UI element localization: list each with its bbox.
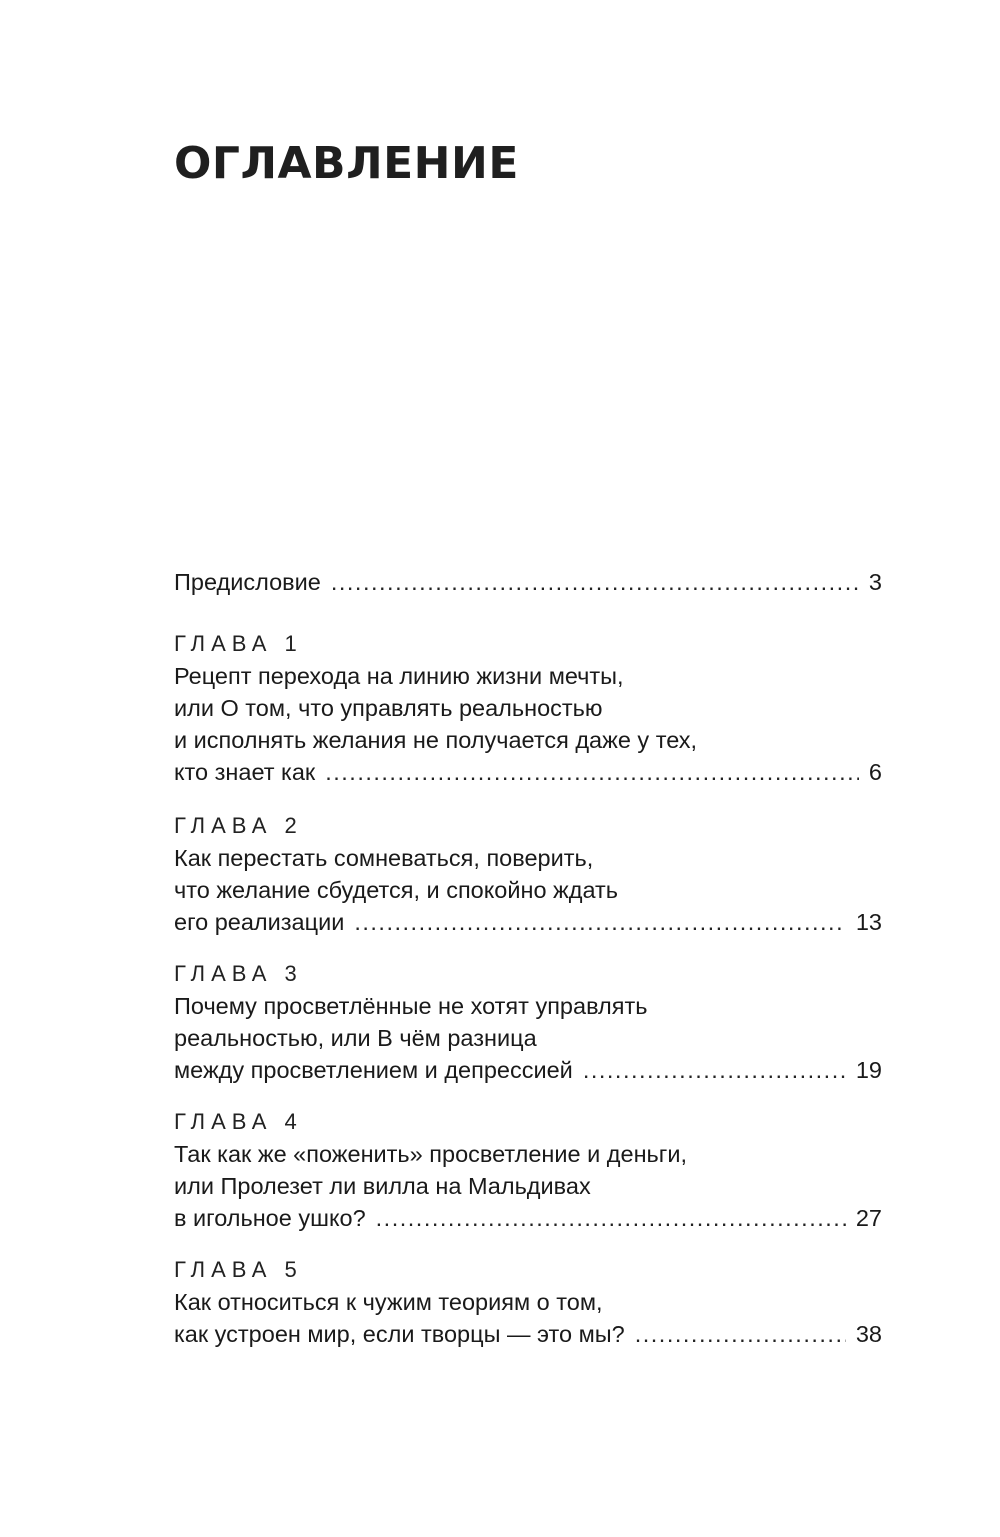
toc-line <box>174 906 882 938</box>
chapter-title-line: в игольное ушко? <box>174 1205 366 1231</box>
toc-line <box>174 756 882 788</box>
toc-line <box>174 1054 882 1086</box>
page-number: 13 <box>855 909 882 935</box>
dot-leader <box>376 1202 846 1234</box>
chapter-label: ГЛАВА 1 <box>174 631 303 656</box>
page-number: 27 <box>855 1205 882 1231</box>
chapter-title-line: Как перестать сомневаться, поверить, <box>174 845 594 871</box>
chapter-title-line: реальностью, или В чём разница <box>174 1025 537 1051</box>
toc-line <box>174 1202 882 1234</box>
table-of-contents <box>174 566 882 1350</box>
chapter-label: ГЛАВА 2 <box>174 813 303 838</box>
toc-line <box>174 1318 882 1350</box>
page-title: ОГЛАВЛЕНИЕ <box>174 138 519 189</box>
dot-leader <box>325 756 859 788</box>
chapter-label: ГЛАВА 3 <box>174 961 303 986</box>
dot-leader <box>583 1054 846 1086</box>
toc-entry-chapter-3[interactable] <box>174 958 882 1086</box>
toc-line <box>174 566 882 598</box>
chapter-title-line: между просветлением и депрессией <box>174 1057 573 1083</box>
chapter-title-line: Рецепт перехода на линию жизни мечты, <box>174 663 624 689</box>
dot-leader <box>354 906 846 938</box>
toc-entry-title: Предисловие <box>174 569 321 595</box>
page-number: 3 <box>868 569 882 595</box>
dot-leader <box>331 566 859 598</box>
toc-entry-chapter-4[interactable] <box>174 1106 882 1234</box>
chapter-title-line: или Пролезет ли вилла на Мальдивах <box>174 1173 591 1199</box>
toc-entry-chapter-2[interactable] <box>174 810 882 938</box>
chapter-label: ГЛАВА 4 <box>174 1109 303 1134</box>
chapter-title-line: как устроен мир, если творцы — это мы? <box>174 1321 625 1347</box>
page-number: 6 <box>868 759 882 785</box>
chapter-label: ГЛАВА 5 <box>174 1257 303 1282</box>
chapter-title-line: Как относиться к чужим теориям о том, <box>174 1289 603 1315</box>
chapter-title-line: кто знает как <box>174 759 316 785</box>
chapter-title-line: его реализации <box>174 909 345 935</box>
page-number: 19 <box>855 1057 882 1083</box>
toc-entry-preface[interactable] <box>174 566 882 598</box>
dot-leader <box>635 1318 846 1350</box>
chapter-title-line: Почему просветлённые не хотят управлять <box>174 993 648 1019</box>
chapter-title-line: и исполнять желания не получается даже у тех, <box>174 727 698 753</box>
chapter-title-line: что желание сбудется, и спокойно ждать <box>174 877 619 903</box>
chapter-title-line: или О том, что управлять реальностью <box>174 695 603 721</box>
page-number: 38 <box>855 1321 882 1347</box>
toc-entry-chapter-5[interactable] <box>174 1254 882 1350</box>
toc-entry-chapter-1[interactable] <box>174 628 882 788</box>
chapter-title-line: Так как же «поженить» просветление и деньги, <box>174 1141 688 1167</box>
